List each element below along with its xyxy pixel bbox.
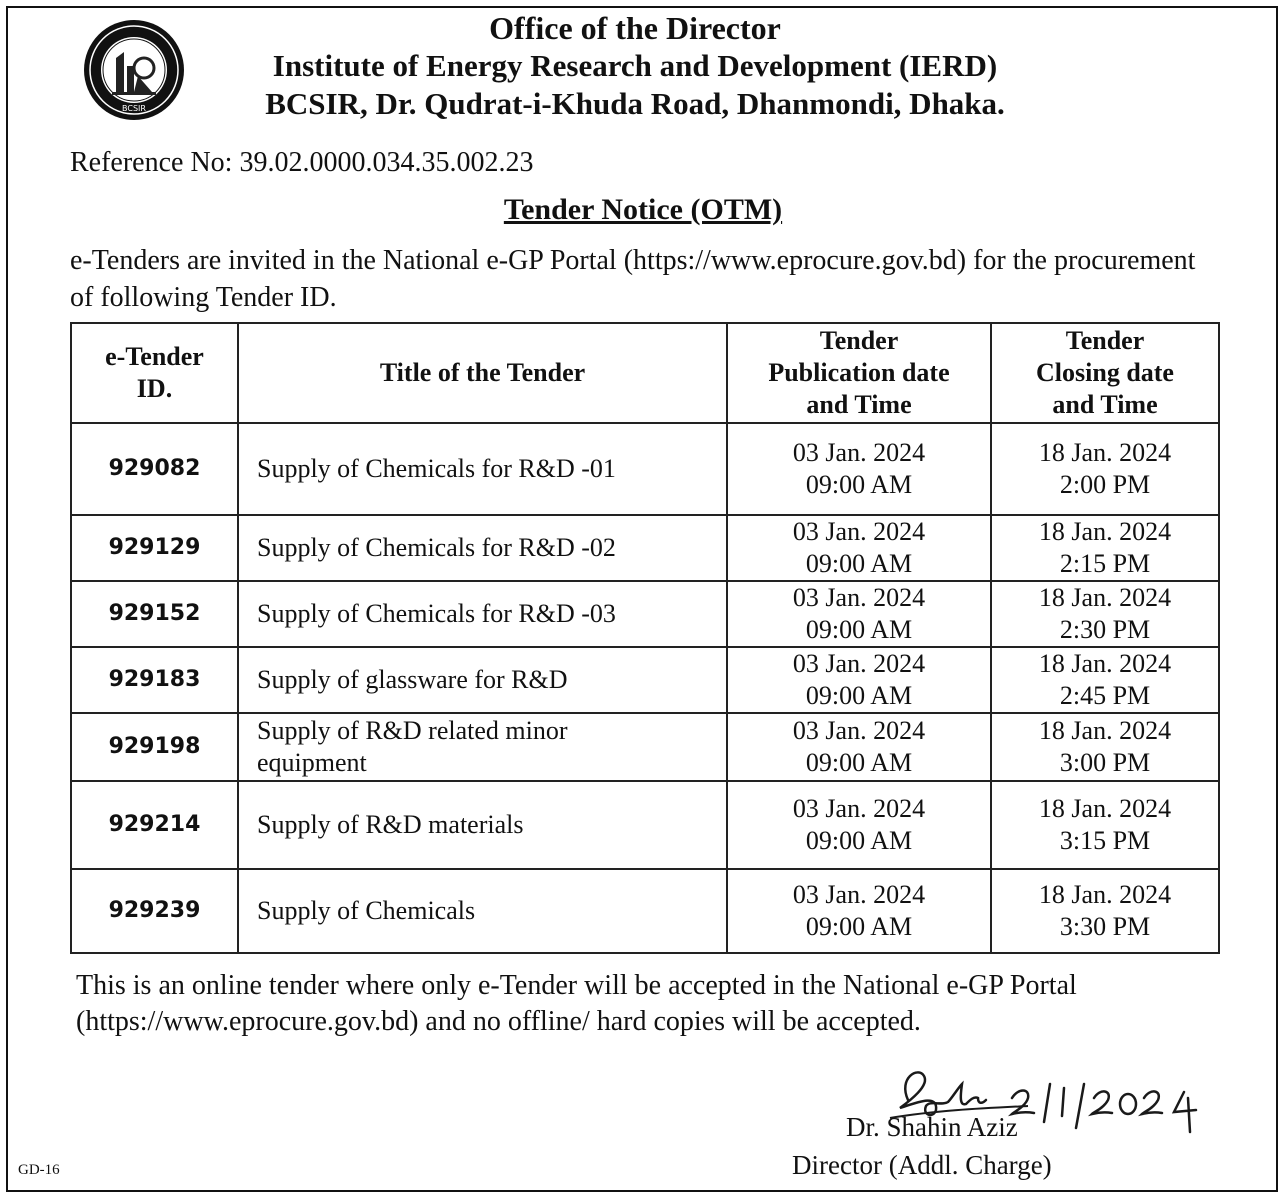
closing-time: 2:15 PM [1059,549,1151,578]
publication-date: 03 Jan. 2024 [792,583,926,612]
closing-date: 18 Jan. 2024 [1038,583,1172,612]
signatory-name: Dr. Shahin Aziz [846,1112,1018,1142]
tender-title [238,423,727,515]
column-header-line: Tender [1065,326,1145,355]
closing-time: 3:30 PM [1059,912,1151,941]
svg-text:BCSIR: BCSIR [122,104,146,113]
publication-time: 09:00 AM [805,615,913,644]
publication-date: 03 Jan. 2024 [792,716,926,745]
closing-date: 18 Jan. 2024 [1038,880,1172,909]
publication-time: 09:00 AM [805,748,913,777]
closing-datetime [991,581,1219,647]
publication-time: 09:00 AM [805,826,913,855]
closing-datetime [991,647,1219,713]
table-row [71,647,1219,713]
publication-date: 03 Jan. 2024 [792,794,926,823]
tender-title [238,781,727,869]
publication-datetime [727,869,991,953]
publication-time: 09:00 AM [805,912,913,941]
table-row [71,781,1219,869]
publication-datetime [727,581,991,647]
table-header-row [71,323,1219,423]
tender-id: 929239 [71,869,238,953]
publication-datetime [727,515,991,581]
publication-time: 09:00 AM [805,549,913,578]
closing-datetime [991,515,1219,581]
publication-date: 03 Jan. 2024 [792,649,926,678]
publication-datetime [727,423,991,515]
tender-title-line: Supply of Chemicals for R&D -02 [257,533,616,562]
publication-date: 03 Jan. 2024 [792,880,926,909]
reference-number: Reference No: 39.02.0000.034.35.002.23 [70,147,534,178]
closing-time: 2:30 PM [1059,615,1151,644]
table-body [71,423,1219,953]
column-header-2 [727,323,991,423]
table-row [71,581,1219,647]
column-header-line: and Time [806,390,912,419]
column-header-line: and Time [1052,390,1158,419]
closing-datetime [991,869,1219,953]
closing-date: 18 Jan. 2024 [1038,716,1172,745]
notice-title: Tender Notice (OTM) [503,193,783,226]
tender-id: 929129 [71,515,238,581]
column-header-line: Tender [819,326,899,355]
column-header-3 [991,323,1219,423]
column-header-line: Closing date [1036,358,1174,387]
closing-datetime [991,713,1219,781]
closing-datetime [991,423,1219,515]
closing-datetime [991,781,1219,869]
column-header-1 [238,323,727,423]
tender-title [238,515,727,581]
tender-title [238,581,727,647]
tender-title-line: Supply of Chemicals for R&D -01 [257,454,616,483]
closing-date: 18 Jan. 2024 [1038,438,1172,467]
header-institute: Institute of Energy Research and Development (IERD) [272,48,998,83]
table-row [71,515,1219,581]
bcsir-logo-seal [82,18,186,122]
table-row [71,869,1219,953]
publication-date: 03 Jan. 2024 [792,517,926,546]
publication-date: 03 Jan. 2024 [792,438,926,467]
closing-date: 18 Jan. 2024 [1038,794,1172,823]
closing-time: 2:00 PM [1059,470,1151,499]
tender-title-line: Supply of glassware for R&D [257,665,568,694]
publication-datetime [727,713,991,781]
tender-title [238,647,727,713]
tender-title [238,713,727,781]
signatory-designation: Director (Addl. Charge) [792,1150,1052,1180]
closing-time: 3:15 PM [1059,826,1151,855]
header-office: Office of the Director [489,10,781,46]
closing-time: 2:45 PM [1059,681,1151,710]
publication-datetime [727,647,991,713]
tender-title-line: Supply of Chemicals for R&D -03 [257,599,616,628]
tender-title-line: Supply of Chemicals [257,896,476,925]
tender-table [70,322,1220,954]
closing-date: 18 Jan. 2024 [1038,517,1172,546]
table-row [71,713,1219,781]
publication-time: 09:00 AM [805,470,913,499]
column-header-line: e-Tender [105,342,204,371]
footer-note: This is an online tender where only e-Tender will be accepted in the National e-GP Portal (https://www.eprocure.gov.bd) and no offline/ hard copies will be accepted. [76,970,1077,1037]
tender-title-line: equipment [257,748,367,777]
publication-datetime [727,781,991,869]
tender-id: 929198 [71,713,238,781]
tender-id: 929214 [71,781,238,869]
closing-date: 18 Jan. 2024 [1038,649,1172,678]
table-row [71,423,1219,515]
column-header-line: Title of the Tender [379,358,586,387]
publication-time: 09:00 AM [805,681,913,710]
intro-paragraph: e-Tenders are invited in the National e-GP Portal (https://www.eprocure.gov.bd) for the procurement of following Tender ID. [70,245,1196,313]
tender-title [238,869,727,953]
tender-id: 929082 [71,423,238,515]
column-header-0 [71,323,238,423]
form-code: GD-16 [18,1162,60,1178]
tender-id: 929183 [71,647,238,713]
column-header-line: Publication date [768,358,950,387]
tender-title-line: Supply of R&D materials [257,810,524,839]
header-address: BCSIR, Dr. Qudrat-i-Khuda Road, Dhanmondi, Dhaka. [265,86,1005,121]
closing-time: 3:00 PM [1059,748,1151,777]
tender-title-line: Supply of R&D related minor [257,716,568,745]
tender-id: 929152 [71,581,238,647]
column-header-line: ID. [136,374,173,403]
